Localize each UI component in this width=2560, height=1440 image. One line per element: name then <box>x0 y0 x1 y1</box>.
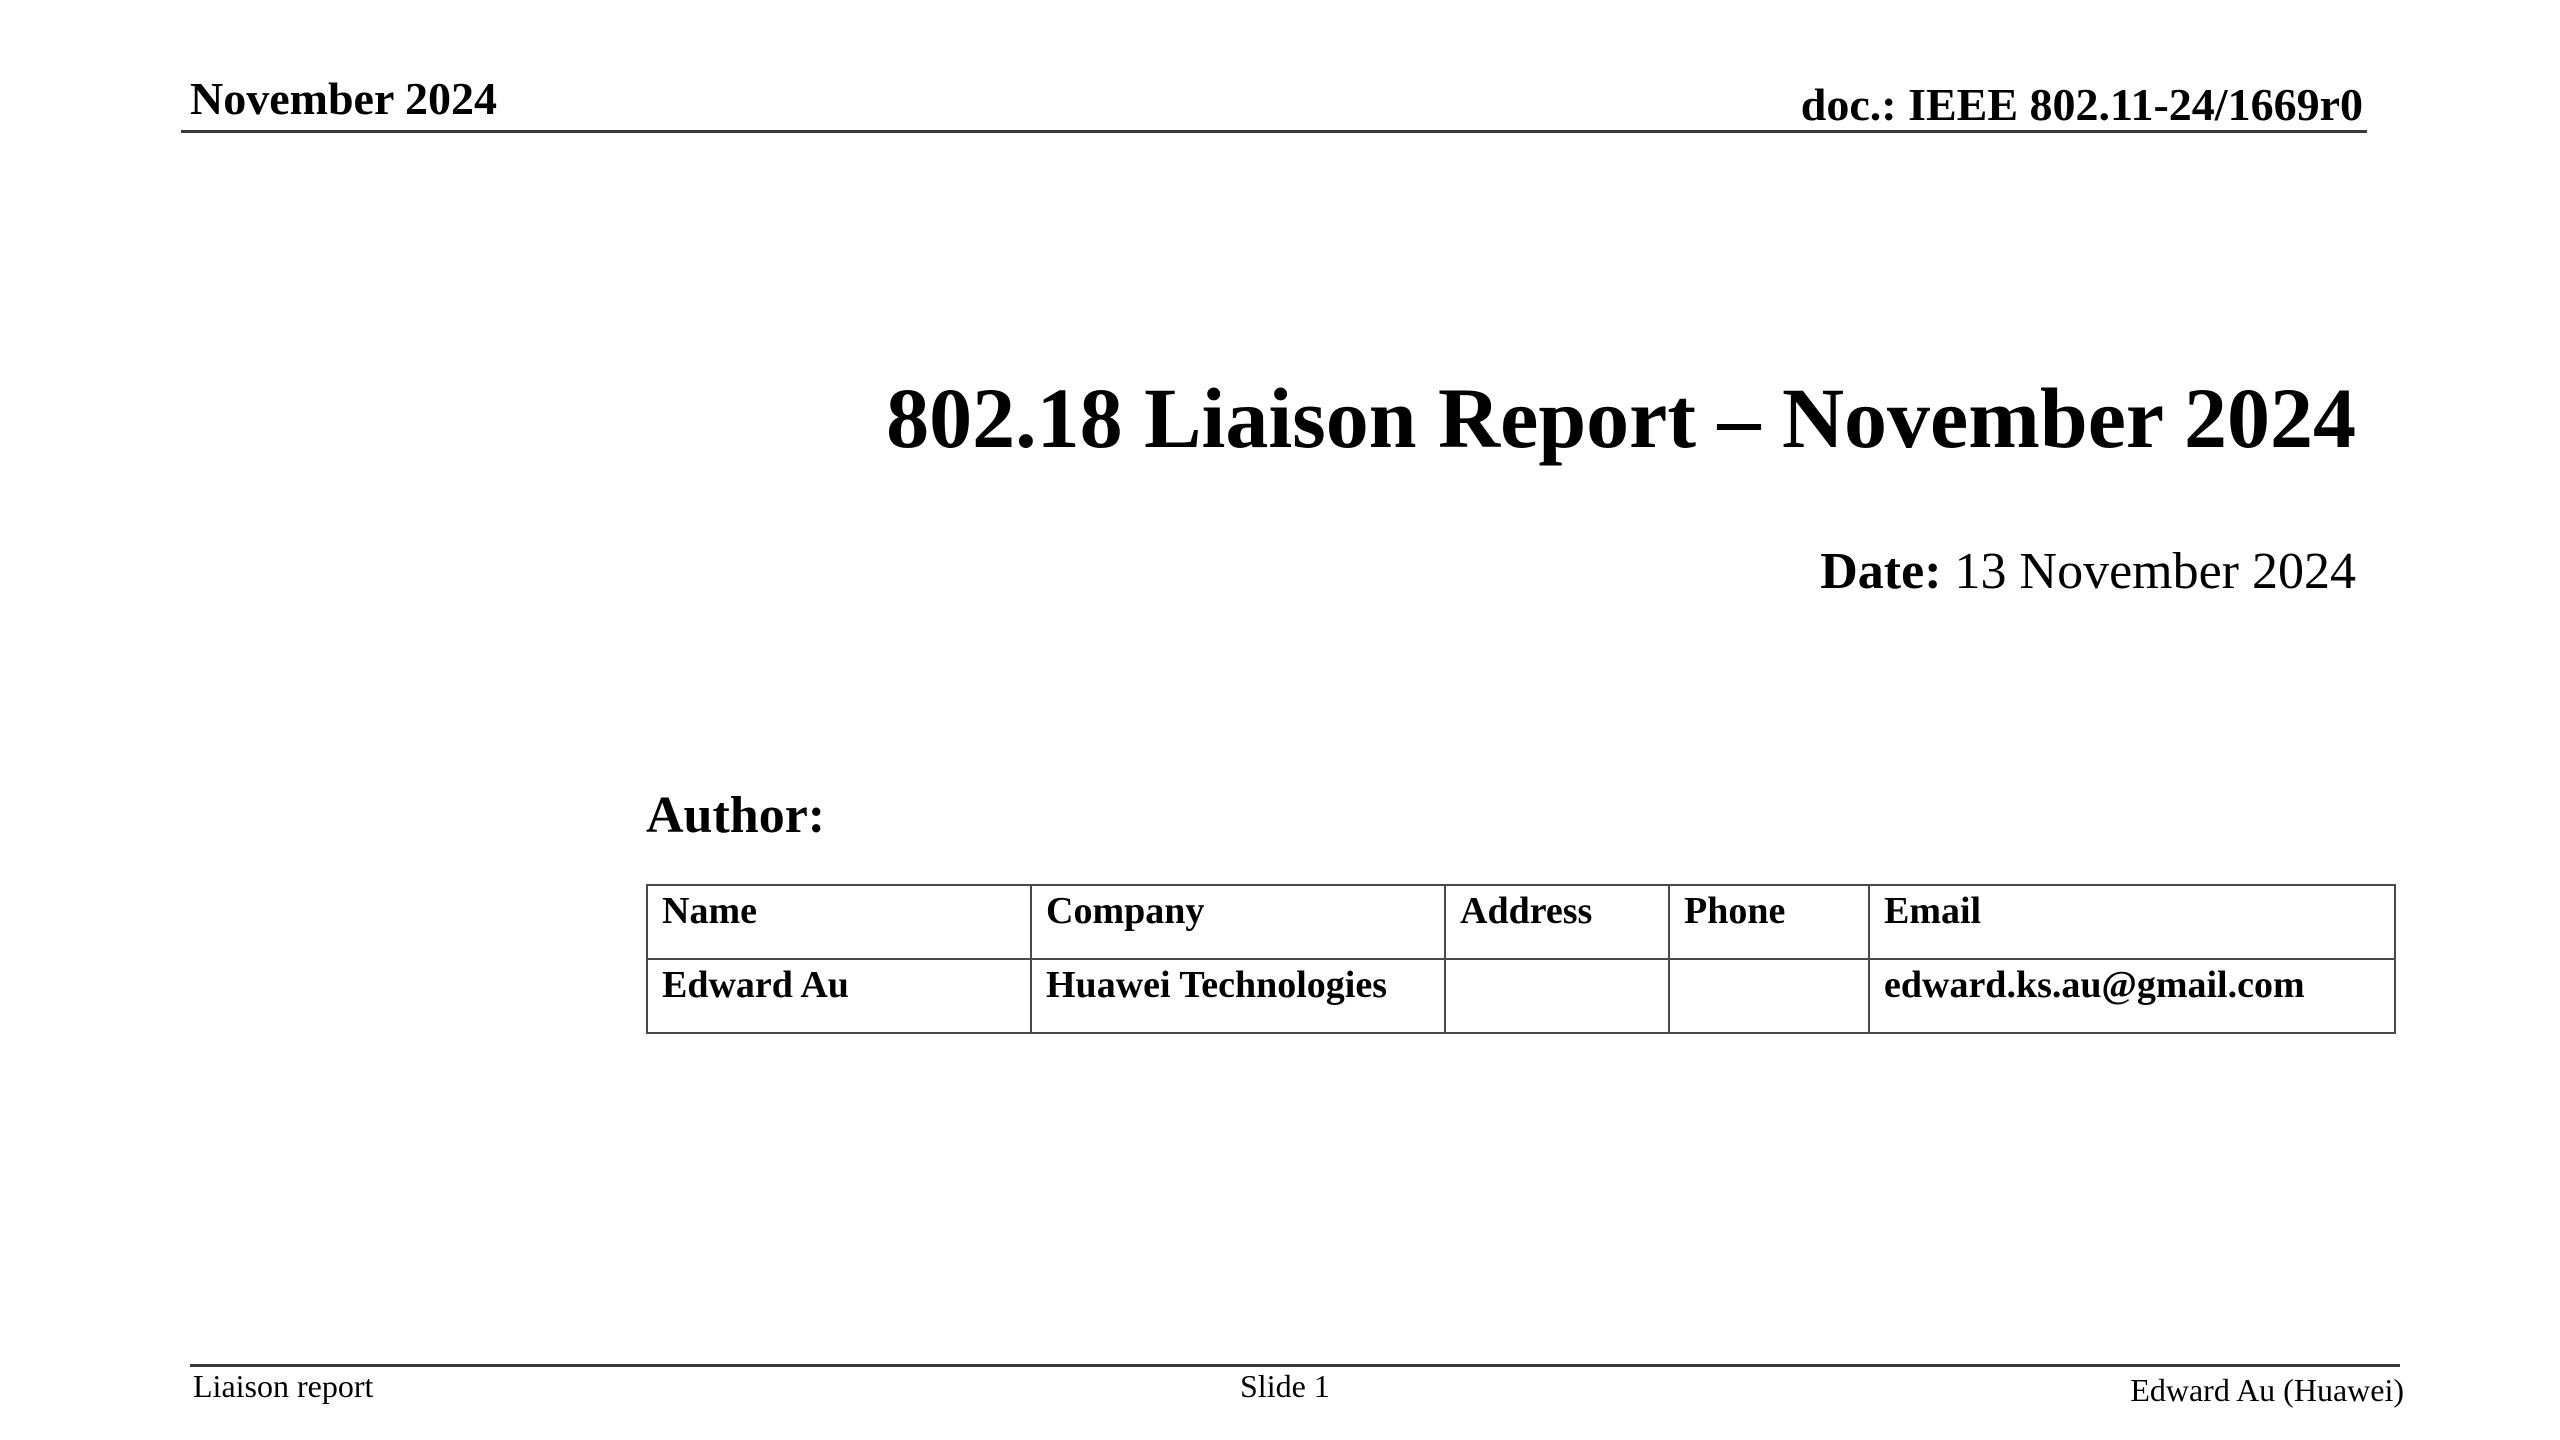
author-table <box>646 884 2396 1034</box>
footer-left: Liaison report <box>193 1368 374 1404</box>
cell-email: edward.ks.au@gmail.com <box>1869 959 2395 1033</box>
date-value: 13 November 2024 <box>1941 543 2356 600</box>
footer-slide-number: Slide 1 <box>1240 1368 1330 1404</box>
header-cell-phone: Phone <box>1669 885 1869 959</box>
header-doc-id: doc.: IEEE 802.11-24/1669r0 <box>1800 79 2363 130</box>
cell-company: Huawei Technologies <box>1031 959 1445 1033</box>
header-cell-address: Address <box>1445 885 1669 959</box>
date-line <box>1820 542 2356 601</box>
header-date: November 2024 <box>190 73 498 124</box>
header-cell-company: Company <box>1031 885 1445 959</box>
cell-address <box>1445 959 1669 1033</box>
header-cell-name: Name <box>647 885 1031 959</box>
footer-divider <box>190 1364 2400 1367</box>
slide-title: 802.18 Liaison Report – November 2024 <box>886 370 2356 466</box>
table-header-row <box>647 885 2395 959</box>
date-label: Date: <box>1820 543 1942 600</box>
cell-name: Edward Au <box>647 959 1031 1033</box>
cell-phone <box>1669 959 1869 1033</box>
table-row <box>647 959 2395 1033</box>
author-label: Author: <box>646 787 826 844</box>
header-cell-email: Email <box>1869 885 2395 959</box>
header-divider <box>181 130 2367 133</box>
footer-right: Edward Au (Huawei) <box>2130 1372 2404 1408</box>
